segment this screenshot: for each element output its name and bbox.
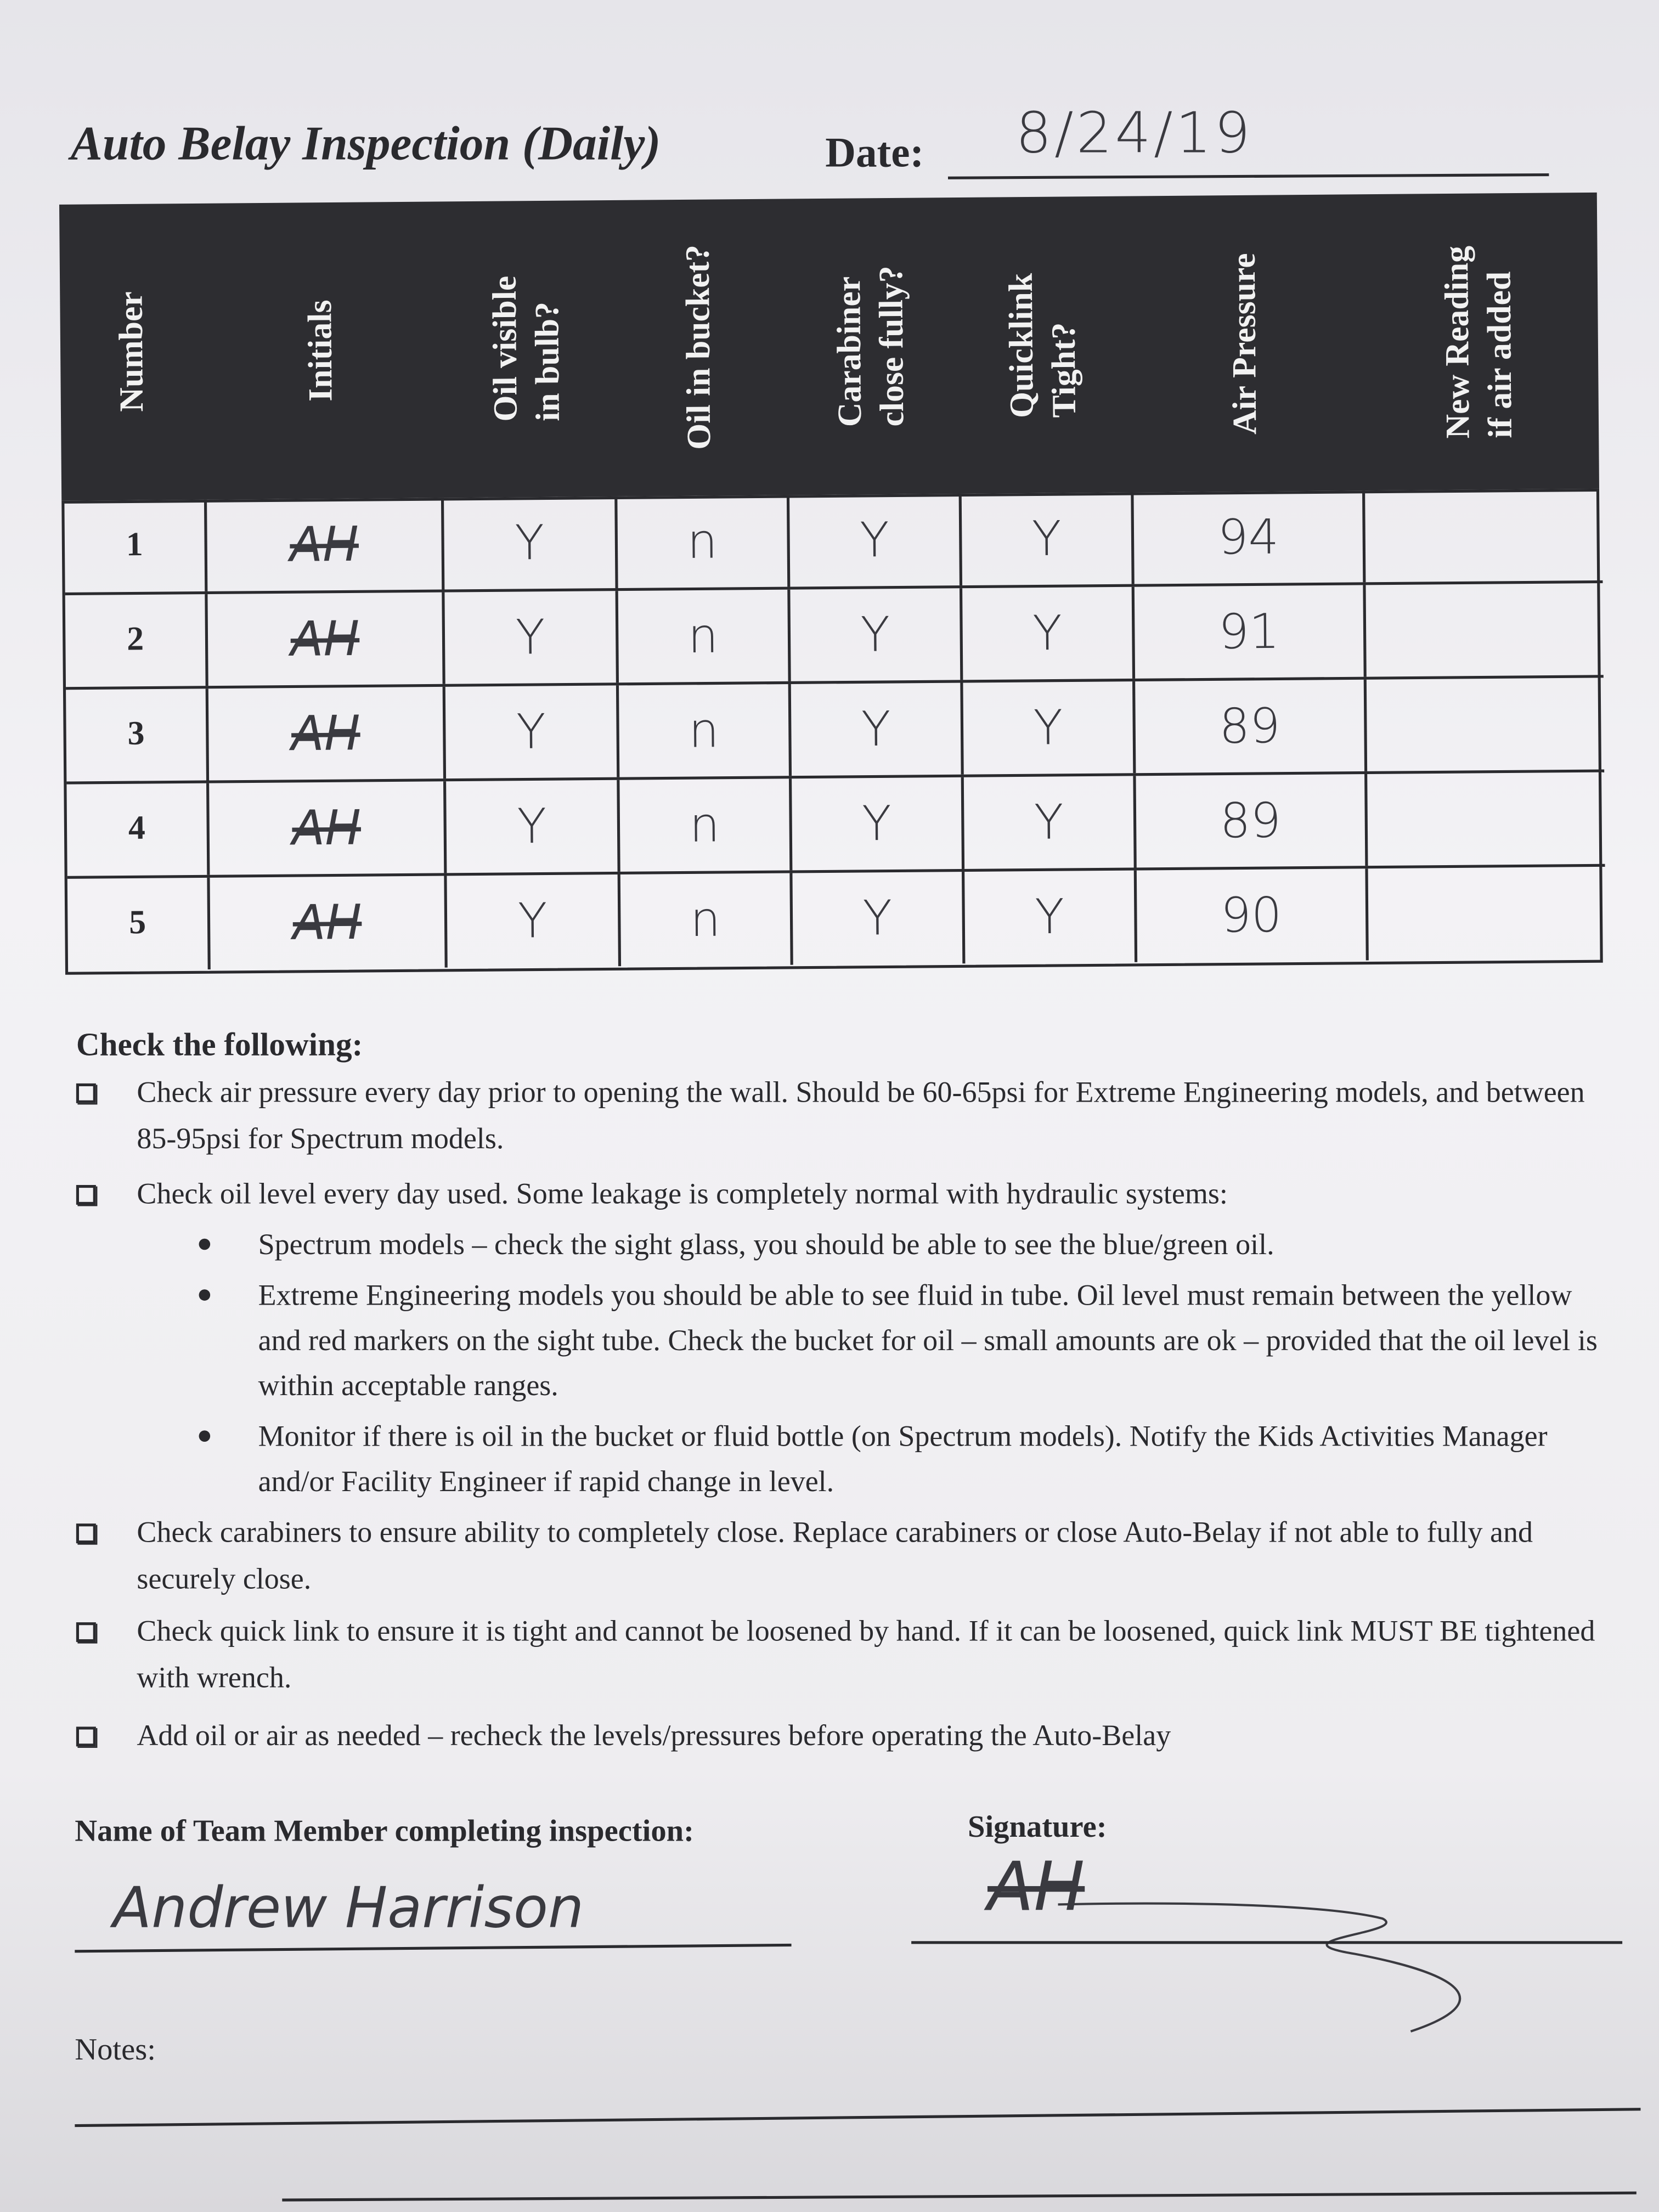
cell-initials[interactable]: [209, 781, 447, 875]
cell-oil-in-bucket[interactable]: [617, 495, 790, 588]
header-label: Oil in bucket?: [680, 245, 719, 450]
cell-oil-in-bucket[interactable]: [619, 684, 792, 777]
checkbox-icon[interactable]: [76, 1084, 96, 1103]
bullet-text: Monitor if there is oil in the bucket or fluid bottle (on Spectrum models). Notify the Kids Activities Manager and/or Facility Engineer if rapid change in level.: [258, 1419, 1548, 1498]
cell-oil-visible-bulb[interactable]: [447, 874, 621, 968]
air-pressure-value: 90: [1220, 887, 1282, 944]
quicklink-tight-value: Y: [1034, 794, 1064, 851]
cell-carabiner-close[interactable]: [792, 872, 965, 965]
checklist-item-text: Check oil level every day used. Some leakage is completely normal with hydraulic systems:: [137, 1176, 1228, 1211]
header-carabiner-close: [785, 198, 959, 495]
number-value: 1: [126, 527, 143, 564]
cell-quicklink-tight[interactable]: [962, 492, 1135, 585]
header-air-pressure: [1128, 194, 1362, 492]
checklist-item-text: Check air pressure every day prior to opening the wall. Should be 60-65psi for Extreme Engineering models, and between 85-95psi for Spectrum models.: [137, 1075, 1585, 1155]
carabiner-close-value: Y: [861, 795, 892, 853]
cell-carabiner-close[interactable]: [790, 588, 963, 681]
notes-field-line-2[interactable]: [282, 2192, 1637, 2201]
header-label: Initials: [302, 300, 340, 402]
cell-oil-visible-bulb[interactable]: [446, 780, 620, 873]
date-value[interactable]: 8/24/19: [1015, 101, 1253, 167]
cell-air-pressure[interactable]: [1137, 868, 1369, 962]
bullet-icon: [199, 1430, 211, 1442]
header-label: New Reading if air added: [1439, 245, 1520, 438]
cell-initials[interactable]: [207, 498, 444, 591]
header-initials: [202, 201, 441, 499]
cell-carabiner-close[interactable]: [792, 777, 964, 871]
carabiner-close-value: Y: [860, 606, 890, 663]
oil-in-bucket-value: n: [689, 797, 720, 854]
quicklink-tight-value: Y: [1032, 605, 1063, 662]
checklist-item[interactable]: [76, 1713, 1614, 1759]
checklist-item-text: Check carabiners to ensure ability to completely close. Replace carabiners or close Auto-Belay if not able to fully and securely close.: [137, 1515, 1533, 1596]
quicklink-tight-value: Y: [1033, 699, 1063, 757]
header-label: Air Pressure: [1226, 252, 1265, 435]
table-row: [65, 583, 1604, 690]
cell-oil-visible-bulb[interactable]: [444, 591, 619, 684]
cell-quicklink-tight[interactable]: [963, 681, 1136, 775]
inspection-table: [59, 193, 1611, 975]
checklist-item-text: Add oil or air as needed – recheck the levels/pressures before operating the Auto-Belay: [137, 1718, 1171, 1752]
checkbox-icon[interactable]: [76, 1185, 96, 1205]
cell-quicklink-tight[interactable]: [962, 587, 1135, 680]
air-pressure-value: 94: [1217, 509, 1279, 566]
quicklink-tight-value: Y: [1034, 888, 1065, 946]
cell-number: [65, 594, 208, 687]
number-value: 4: [128, 810, 146, 848]
oil-visible-bulb-value: Y: [515, 609, 545, 666]
table-row: [67, 867, 1606, 973]
cell-number: [64, 500, 207, 592]
date-label: Date:: [825, 129, 924, 177]
bullet-item: [258, 1222, 1599, 1267]
cell-oil-in-bucket[interactable]: [619, 778, 792, 872]
oil-visible-bulb-value: Y: [517, 798, 547, 855]
initials-value: AH: [290, 611, 360, 668]
bullet-text: Spectrum models – check the sight glass, you should be able to see the blue/green oil.: [258, 1227, 1274, 1261]
air-pressure-value: 91: [1218, 603, 1280, 661]
header-quicklink-tight: [956, 196, 1131, 494]
cell-new-reading[interactable]: [1367, 678, 1604, 771]
number-value: 5: [129, 905, 146, 942]
header-number: [59, 204, 204, 501]
cell-oil-visible-bulb[interactable]: [445, 685, 620, 778]
cell-air-pressure[interactable]: [1135, 680, 1367, 773]
cell-initials[interactable]: [210, 876, 447, 969]
signature-scribble-icon: [931, 1876, 1496, 2046]
cell-oil-in-bucket[interactable]: [618, 590, 791, 683]
notes-field-line[interactable]: [75, 2108, 1640, 2126]
cell-carabiner-close[interactable]: [791, 683, 964, 776]
cell-quicklink-tight[interactable]: [964, 871, 1137, 964]
carabiner-close-value: Y: [859, 512, 890, 569]
table-body: [61, 489, 1603, 975]
checkbox-icon[interactable]: [76, 1622, 96, 1642]
cell-number: [66, 689, 209, 781]
team-member-name[interactable]: Andrew Harrison: [112, 1876, 584, 1942]
checklist-item[interactable]: [76, 1171, 1614, 1217]
header-label: Number: [112, 291, 151, 413]
number-value: 3: [127, 716, 145, 753]
table-row: [66, 678, 1604, 784]
oil-visible-bulb-value: Y: [516, 703, 546, 760]
cell-number: [67, 878, 211, 970]
oil-in-bucket-value: n: [688, 702, 720, 759]
checklist-item[interactable]: [76, 1509, 1614, 1602]
cell-oil-visible-bulb[interactable]: [444, 496, 618, 590]
header-label: Carabiner close fully?: [831, 266, 912, 427]
cell-quicklink-tight[interactable]: [964, 776, 1137, 869]
form-title: Auto Belay Inspection (Daily): [70, 118, 661, 171]
table-row: [66, 772, 1605, 879]
signature-value[interactable]: AH: [987, 1848, 1085, 1927]
air-pressure-value: 89: [1220, 792, 1282, 850]
bullet-item: [258, 1272, 1599, 1408]
initials-value: AH: [292, 799, 362, 857]
initials-value: AH: [289, 516, 359, 573]
initials-value: AH: [291, 705, 361, 763]
cell-new-reading[interactable]: [1365, 489, 1602, 583]
bullet-icon: [199, 1289, 211, 1301]
cell-air-pressure[interactable]: [1135, 585, 1367, 678]
cell-initials[interactable]: [208, 687, 446, 781]
cell-oil-in-bucket[interactable]: [620, 873, 793, 967]
table-row: [64, 489, 1602, 595]
initials-value: AH: [292, 894, 362, 951]
oil-in-bucket-value: n: [690, 891, 721, 948]
header-label: Oil visible in bulb?: [486, 276, 567, 422]
checkbox-icon[interactable]: [76, 1726, 96, 1746]
date-field-line: [948, 173, 1549, 179]
notes-label: Notes:: [75, 2031, 156, 2067]
bullet-text: Extreme Engineering models you should be able to see fluid in tube. Oil level must remain between the yellow and red markers on the sight tube. Check the bucket for oil – small amounts are ok – provided that the oil level is within acceptable ranges.: [258, 1278, 1598, 1402]
signature-field-line: [911, 1941, 1622, 1943]
checklist-heading: Check the following:: [76, 1026, 363, 1063]
cell-air-pressure[interactable]: [1133, 490, 1365, 584]
bullet-item: [258, 1414, 1599, 1504]
number-value: 2: [126, 621, 144, 658]
table-header: [59, 193, 1599, 501]
carabiner-close-value: Y: [862, 890, 893, 947]
cell-new-reading[interactable]: [1368, 867, 1606, 961]
checklist-item[interactable]: [76, 1608, 1614, 1701]
checklist-item-text: Check quick link to ensure it is tight and cannot be loosened by hand. If it can be loosened, quick link MUST BE tightened with wrench.: [137, 1613, 1595, 1695]
checkbox-icon[interactable]: [76, 1523, 96, 1543]
oil-in-bucket-value: n: [687, 513, 718, 570]
cell-new-reading[interactable]: [1367, 772, 1605, 866]
name-field-line: [75, 1944, 791, 1952]
oil-visible-bulb-value: Y: [515, 515, 545, 572]
header-oil-in-bucket: [612, 199, 787, 496]
bullet-icon: [199, 1239, 211, 1250]
carabiner-close-value: Y: [861, 701, 891, 758]
header-label: Quicklink Tight?: [1003, 272, 1084, 418]
cell-initials[interactable]: [207, 592, 445, 686]
quicklink-tight-value: Y: [1031, 510, 1062, 567]
oil-in-bucket-value: n: [687, 607, 719, 665]
header-new-reading: [1360, 193, 1599, 490]
cell-number: [66, 783, 210, 876]
cell-new-reading[interactable]: [1365, 583, 1603, 677]
cell-air-pressure[interactable]: [1136, 774, 1368, 867]
oil-visible-bulb-value: Y: [517, 893, 548, 950]
cell-carabiner-close[interactable]: [789, 494, 962, 587]
signature-label: Signature:: [967, 1808, 1107, 1844]
air-pressure-value: 89: [1219, 698, 1281, 755]
checklist-item[interactable]: [76, 1069, 1614, 1163]
header-oil-visible-bulb: [439, 200, 615, 498]
team-member-label: Name of Team Member completing inspection:: [75, 1813, 694, 1848]
